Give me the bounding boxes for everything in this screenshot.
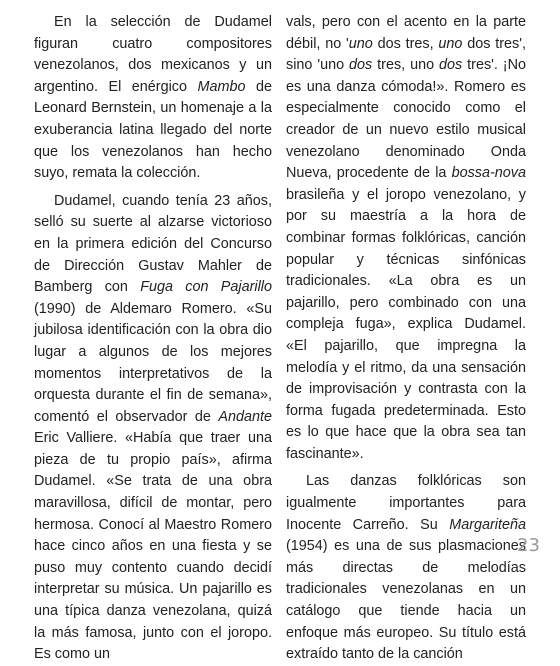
text-run: Dudamel, cuando tenía 23 años, selló su suerte al alzarse victorioso en la primera edición del Concurso de Dirección Gustav Mahler de Bamberg con [34, 192, 272, 296]
text-run: En la selección de Dudamel figuran cuatro compositores venezolanos, dos mexicanos y un argentino. El enérgico [34, 14, 272, 95]
text-run: dos tres', sino 'uno [286, 35, 526, 74]
italic-text: uno [348, 35, 373, 52]
italic-text: Andante [218, 408, 272, 425]
text-run: Las danzas folklóricas son igualmente importantes para Inocente Carreño. Su [286, 473, 526, 533]
text-run: (1990) de Aldemaro Romero. «Su jubilosa identificación con la obra dio lugar a algunos de los mejores momentos interpretativos de la orquesta durante el fin de semana», comentó el observador de [34, 300, 272, 425]
text-run: vals, pero con el acento en la parte débil, no ' [286, 14, 526, 52]
text-run: de Leonard Bernstein, un homenaje a la exuberancia latina llegado del norte que los venezolanos han hecho suyo, remata la colección. [34, 78, 273, 182]
paragraph [34, 12, 272, 185]
italic-text: dos [439, 57, 463, 74]
italic-text: dos [349, 57, 373, 74]
paragraph [286, 471, 526, 665]
text-run: (1954) es una de sus plasmaciones más directas de melodías tradicionales venezolanas en un catálogo que tiende hacia un enfoque más europeo. Su título está extraído tanto de la canción [286, 538, 526, 663]
text-run: Eric Valliere. «Había que traer una pieza de tu propio país», afirma Dudamel. «Se trata de una obra maravillosa, difícil de montar, pero hermosa. Conocí al Maestro Romero hace cinco años en una fiesta y se puso muy contento cuando decidí interpretar su música. Un pajarillo es una típica danza venezolana, quizá la más famosa, junto con el joropo. Es como un [34, 430, 272, 663]
paragraph [34, 191, 272, 666]
italic-text: Margariteña [449, 516, 526, 533]
right-text-column [286, 12, 526, 666]
italic-text: Fuga con Pajarillo [140, 279, 272, 296]
paragraph [286, 12, 526, 465]
text-run: tres'. ¡No es una danza cómoda!». Romero es especialmente conocido como el creador de un nuevo estilo musical venezolano denominado Onda Nueva, procedente de la [286, 57, 526, 182]
text-run: dos tres, [372, 35, 439, 52]
italic-text: Mambo [197, 78, 246, 95]
italic-text: bossa-nova [451, 165, 526, 182]
text-run: brasileña y el joropo venezolano, y por su maestría a la hora de combinar formas folklóricas, canción popular y técnicas sinfónicas tradicionales. «La obra es un pajarillo, pero combinado con una compleja fuga», explica Dudamel. «El pajarillo, que impregna la melodía y el ritmo, da una sensación de improvisación y contrasta con la forma fugada predeterminada. Esto es lo que hace que la obra sea tan fascinante». [286, 186, 526, 462]
text-run: tres, uno [372, 57, 440, 74]
left-text-column [34, 12, 272, 666]
page-number: 23 [517, 535, 540, 556]
italic-text: uno [438, 35, 463, 52]
